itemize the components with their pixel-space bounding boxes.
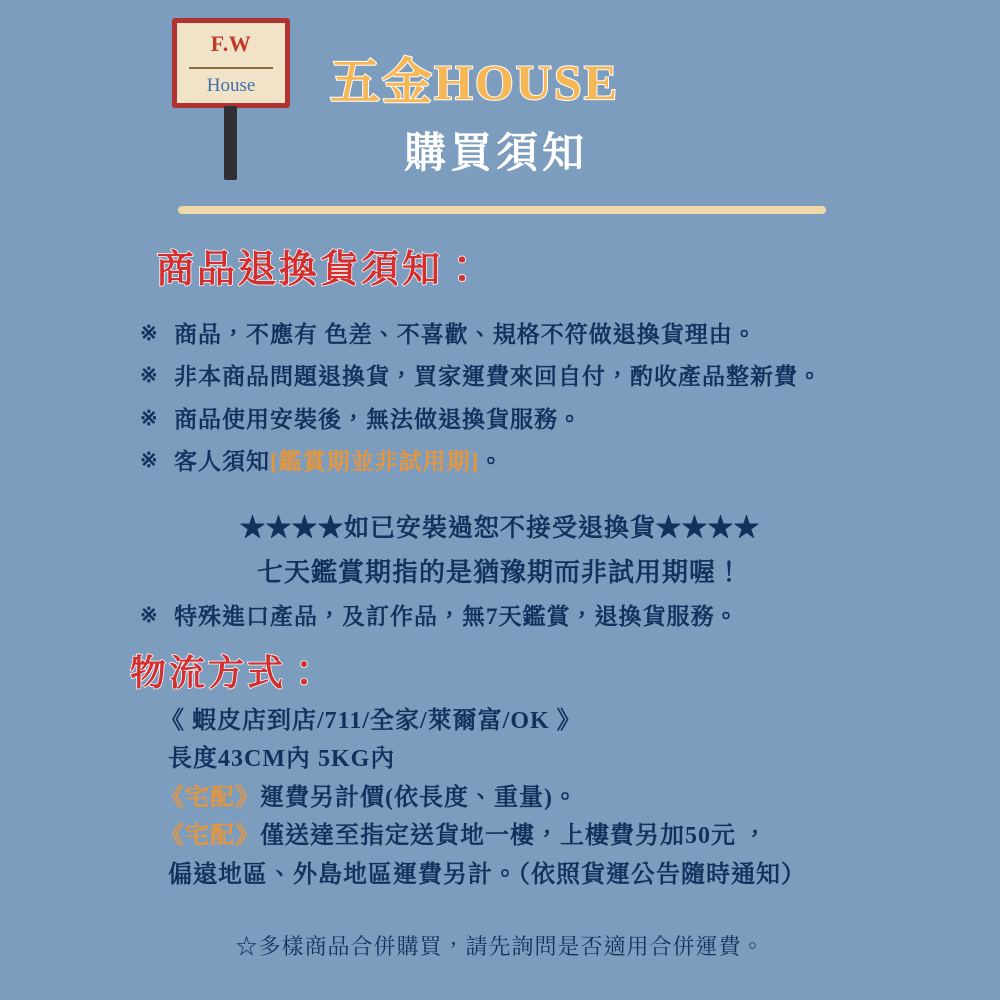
home-delivery-scope-row bbox=[160, 817, 950, 855]
logistics-heading: 物流方式： bbox=[130, 653, 326, 693]
stars-warning-line: ★★★★如已安裝過恕不接受退換貨★★★★ bbox=[239, 515, 760, 542]
list-item bbox=[140, 360, 880, 393]
logistics-channels: 《 蝦皮店到店/711/全家/萊爾富/OK 》 bbox=[160, 708, 582, 734]
page-subtitle: 購買須知 bbox=[404, 131, 589, 177]
list-item-customer-notice bbox=[140, 445, 880, 478]
header-divider bbox=[178, 206, 826, 214]
page-title: 五金HOUSE bbox=[330, 54, 620, 110]
list-item-text: 商品，不應有 色差、不喜歡、規格不符做退換貨理由。 bbox=[174, 322, 757, 347]
sign-fw-text: F.W bbox=[210, 31, 252, 56]
list-item bbox=[140, 403, 880, 436]
bullet-icon: ※ bbox=[140, 363, 159, 388]
customer-notice-suffix: 。 bbox=[479, 449, 504, 475]
return-policy-heading: 商品退換貨須知： bbox=[156, 249, 485, 291]
sign-house-text: House bbox=[206, 75, 256, 96]
sign-divider bbox=[189, 67, 273, 69]
sign-post bbox=[224, 106, 237, 180]
combined-shipping-note: ☆多樣商品合併購買，請先詢問是否適用合併運費。 bbox=[235, 934, 765, 959]
list-item-text: 商品使用安裝後，無法做退換貨服務。 bbox=[174, 406, 582, 432]
sign-board bbox=[172, 18, 290, 108]
list-item-text: 特殊進口產品，及訂作品，無7天鑑賞，退換貨服務。 bbox=[174, 604, 739, 629]
special-products-list bbox=[140, 600, 900, 642]
home-delivery-label: 《宅配》 bbox=[160, 784, 260, 811]
list-item-text bbox=[174, 445, 503, 478]
page-header bbox=[0, 0, 1000, 200]
list-item bbox=[140, 600, 900, 633]
shop-sign-logo bbox=[172, 18, 294, 188]
bullet-icon: ※ bbox=[140, 405, 159, 430]
home-delivery-scope-text: 僅送達至指定送貨地一樓，上樓費另加50元 ， bbox=[260, 823, 768, 850]
logistics-list bbox=[160, 702, 950, 894]
home-delivery-fee-text: 運費另計價(依長度、重量)。 bbox=[260, 784, 578, 811]
list-item-text: 非本商品問題退換貨，買家運費來回自付，酌收產品整新費。 bbox=[174, 364, 822, 390]
bullet-icon: ※ bbox=[140, 448, 159, 473]
logistics-size-limit: 長度43CM內 5KG內 bbox=[168, 746, 396, 773]
customer-notice-prefix: 客人須知 bbox=[174, 449, 270, 475]
remote-area-note: 偏遠地區、外島地區運費另計。（依照貨運公告隨時通知） bbox=[168, 861, 806, 888]
bullet-icon: ※ bbox=[140, 603, 159, 627]
bullet-icon: ※ bbox=[140, 321, 159, 345]
customer-notice-highlight: [鑑賞期並非試用期] bbox=[270, 449, 480, 475]
home-delivery-label: 《宅配》 bbox=[160, 823, 260, 850]
return-policy-list bbox=[140, 318, 880, 487]
list-item bbox=[140, 318, 880, 351]
home-delivery-fee-row bbox=[160, 779, 950, 817]
seven-day-note: 七天鑑賞期指的是猶豫期而非試用期喔！ bbox=[256, 558, 743, 587]
